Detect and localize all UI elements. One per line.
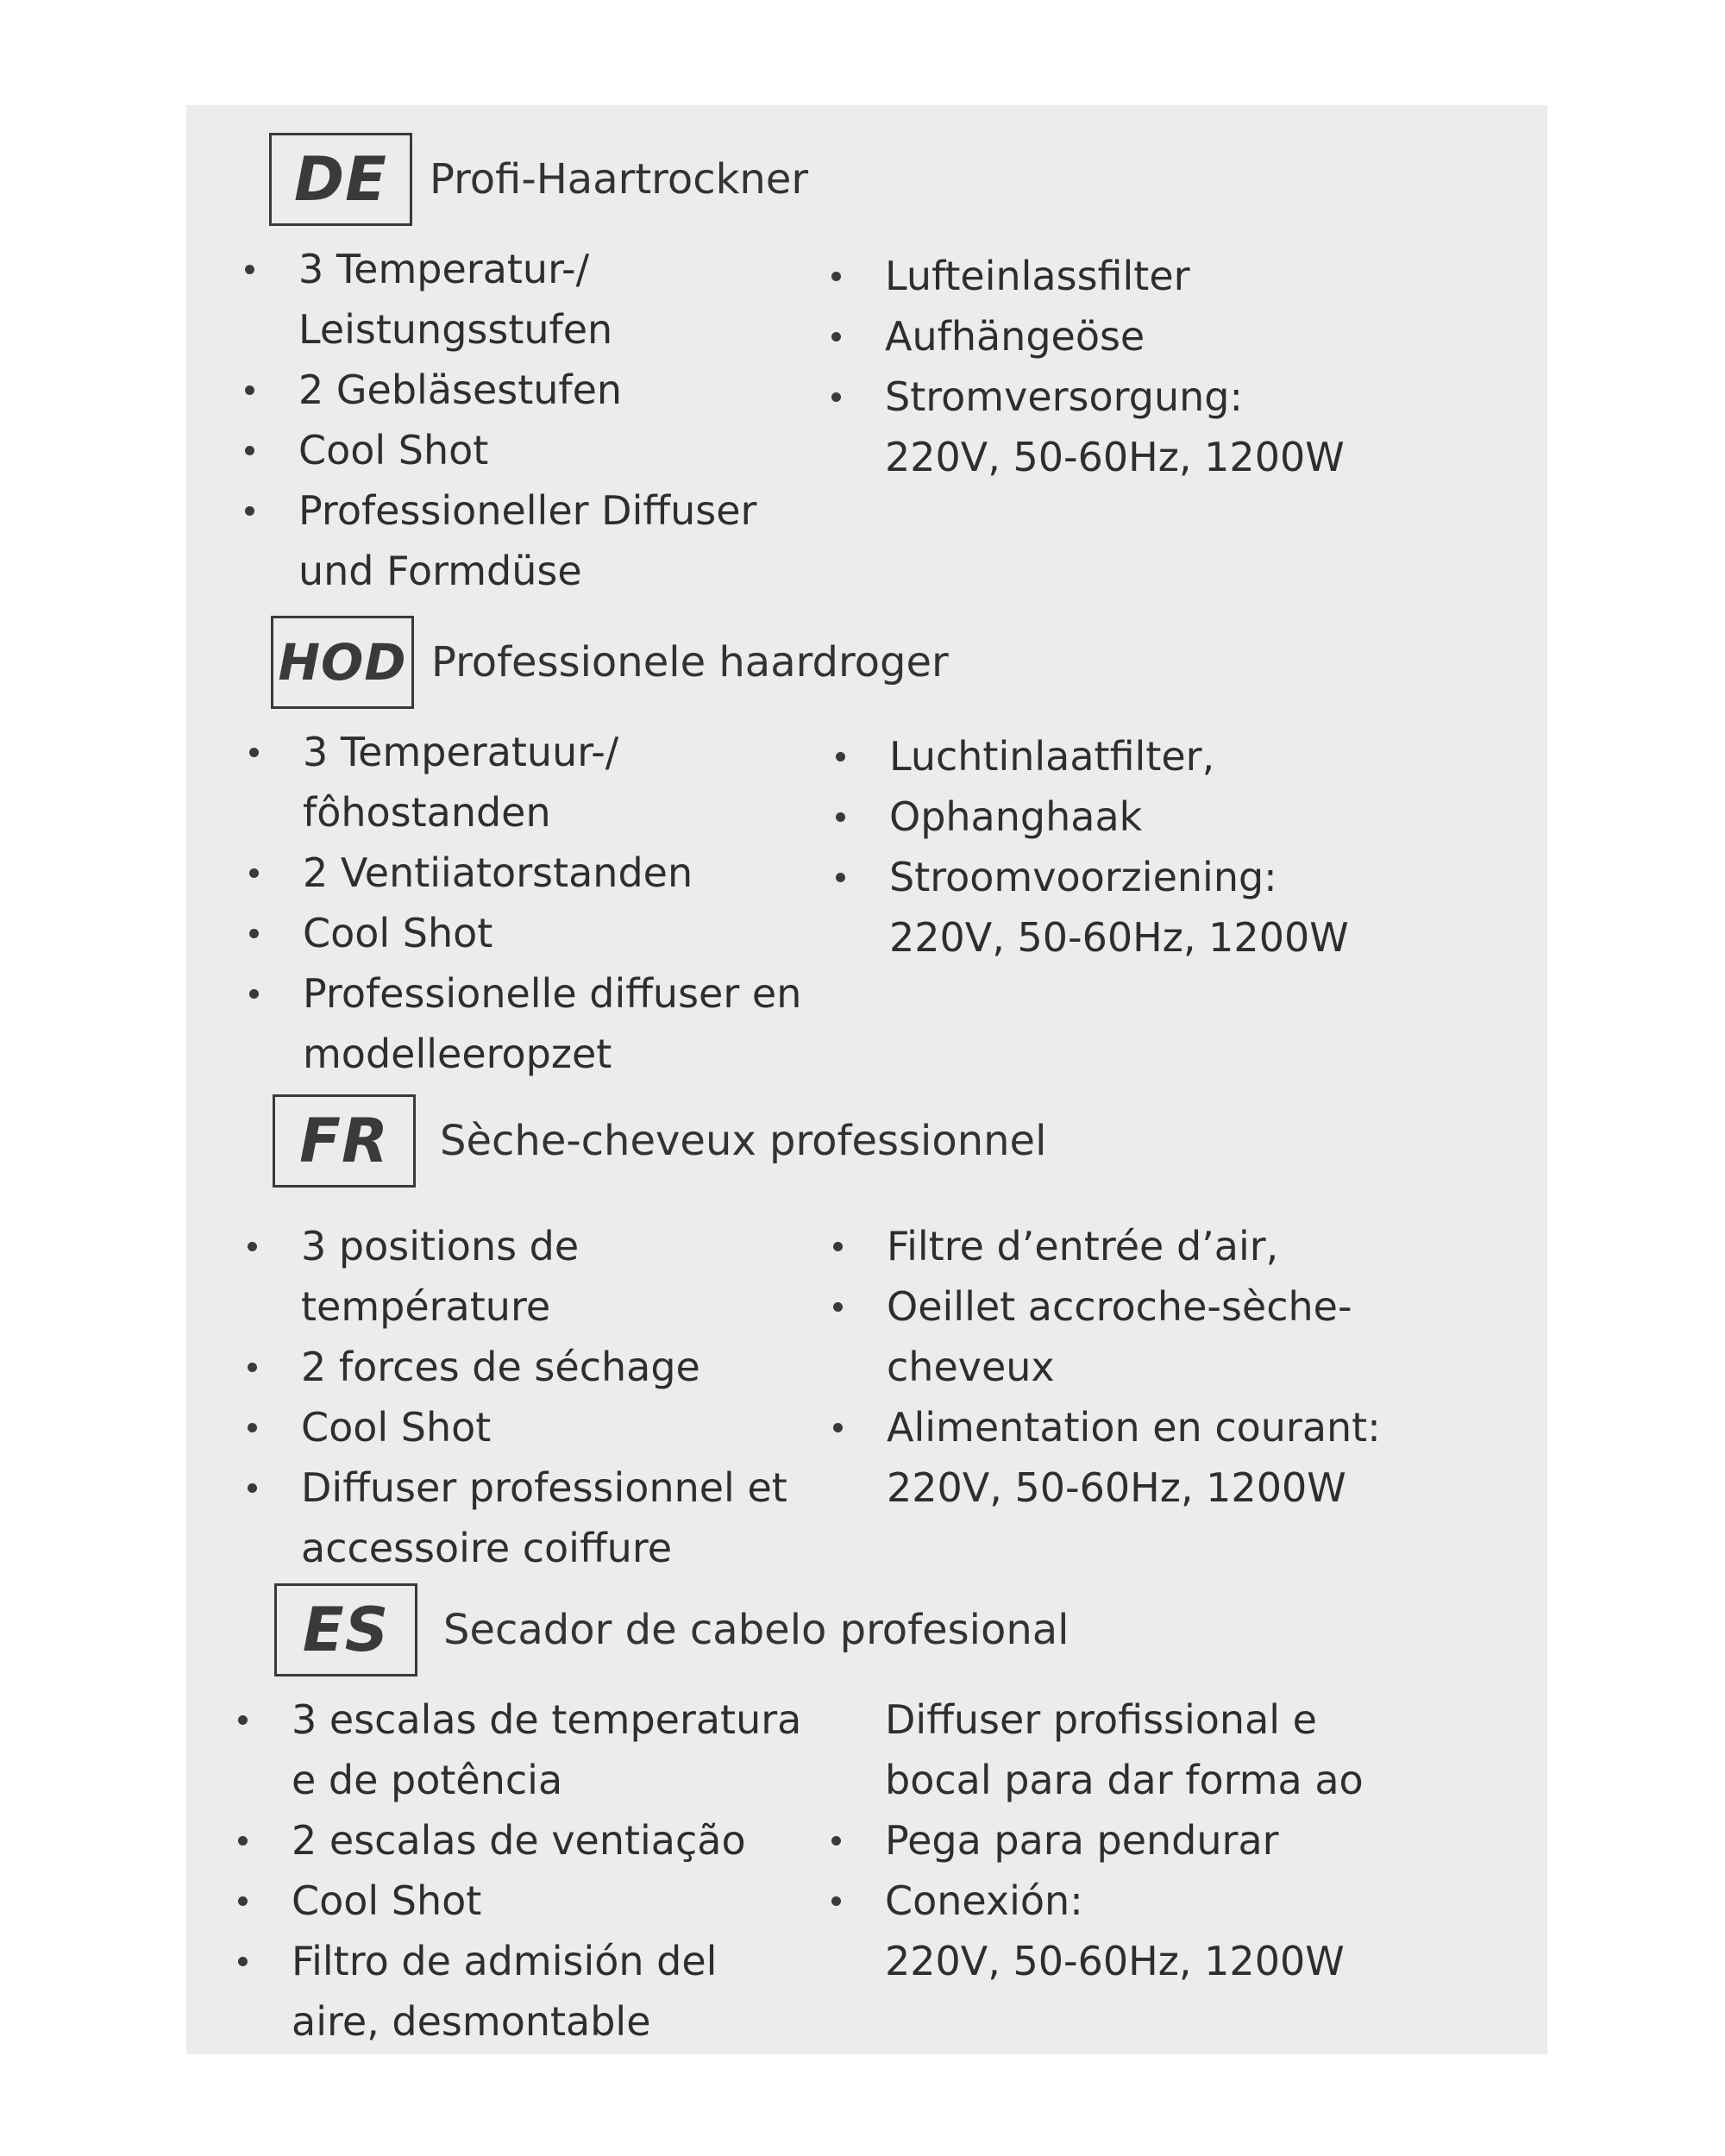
bullet-dot — [836, 873, 845, 882]
feature-text: 3 positions de — [301, 1223, 580, 1269]
feature-text: Cool Shot — [292, 1877, 482, 1924]
feature-text: Diffuser profissional e — [885, 1696, 1317, 1743]
feature-text: Alimentation en courant: — [887, 1404, 1381, 1451]
bullet-dot — [249, 868, 259, 878]
bullet-dot — [245, 506, 254, 516]
bullet-dot — [831, 332, 841, 342]
bullet-dot — [248, 1242, 257, 1251]
language-code-box: DE — [269, 133, 412, 226]
feature-text: Lufteinlassfilter — [885, 253, 1190, 299]
feature-text: fôhostanden — [303, 789, 551, 836]
feature-text: 3 Temperatur-/ — [298, 246, 590, 292]
feature-text: Cool Shot — [303, 910, 493, 956]
feature-text: cheveux — [887, 1344, 1055, 1390]
feature-text: Conexión: — [885, 1877, 1083, 1924]
section-title: Professionele haardroger — [431, 638, 949, 686]
feature-text: Aufhängeöse — [885, 313, 1145, 360]
feature-text: accessoire coiffure — [301, 1525, 673, 1571]
feature-text: Luchtinlaatfilter, — [889, 733, 1215, 780]
section-title: Secador de cabelo profesional — [443, 1606, 1070, 1654]
bullet-dot — [238, 1836, 248, 1846]
bullet-dot — [833, 1302, 843, 1312]
feature-text: Professionelle diffuser en — [303, 970, 802, 1017]
feature-text: 220V, 50-60Hz, 1200W — [889, 914, 1349, 961]
bullet-dot — [249, 989, 259, 999]
section-title: Sèche-cheveux professionnel — [440, 1117, 1047, 1165]
bullet-dot — [836, 752, 845, 761]
feature-text: 3 escalas de temperatura — [292, 1696, 802, 1743]
feature-text: 2 Gebläsestufen — [298, 367, 623, 413]
feature-text: Stroomvoorziening: — [889, 854, 1277, 900]
section-header — [273, 1093, 1046, 1189]
feature-text: Pega para pendurar — [885, 1817, 1279, 1864]
feature-text: e de potência — [292, 1757, 563, 1803]
feature-text: 2 forces de séchage — [301, 1344, 700, 1390]
feature-text: 2 escalas de ventiação — [292, 1817, 746, 1864]
feature-text: 2 Ventiiatorstanden — [303, 849, 693, 896]
bullet-dot — [245, 446, 254, 455]
section-header — [269, 131, 808, 228]
bullet-dot — [248, 1483, 257, 1493]
bullet-dot — [833, 1423, 843, 1432]
bullet-dot — [831, 272, 841, 281]
bullet-dot — [238, 1715, 248, 1725]
feature-text: Stromversorgung: — [885, 373, 1243, 420]
spec-sheet — [186, 105, 1547, 2054]
feature-text: température — [301, 1283, 551, 1330]
feature-text: Filtro de admisión del — [292, 1938, 718, 1984]
bullet-dot — [238, 1957, 248, 1966]
feature-text: Ophanghaak — [889, 793, 1143, 840]
language-code-box: HOD — [271, 616, 414, 709]
feature-text: Diffuser professionnel et — [301, 1464, 787, 1511]
feature-text: bocal para dar forma ao — [885, 1757, 1364, 1803]
bullet-dot — [248, 1423, 257, 1432]
feature-text: 220V, 50-60Hz, 1200W — [885, 434, 1345, 480]
feature-text: Cool Shot — [298, 427, 489, 473]
bullet-dot — [249, 929, 259, 938]
language-code-box: FR — [273, 1094, 416, 1188]
section-title: Profi-Haartrockner — [430, 155, 809, 204]
section-header — [274, 1582, 1069, 1678]
bullet-dot — [249, 748, 259, 757]
feature-text: modelleeropzet — [303, 1031, 612, 1077]
feature-text: 220V, 50-60Hz, 1200W — [885, 1938, 1345, 1984]
feature-text: Professioneller Diffuser — [298, 487, 757, 534]
bullet-dot — [238, 1896, 248, 1906]
bullet-dot — [836, 812, 845, 822]
feature-text: Leistungsstufen — [298, 306, 613, 353]
bullet-dot — [831, 1896, 841, 1906]
feature-text: aire, desmontable — [292, 1998, 651, 2045]
bullet-dot — [831, 392, 841, 402]
feature-text: 3 Temperatuur-/ — [303, 729, 619, 775]
feature-text: Oeillet accroche-sèche- — [887, 1283, 1352, 1330]
bullet-dot — [833, 1242, 843, 1251]
bullet-dot — [245, 265, 254, 274]
section-header — [271, 614, 949, 711]
feature-text: Filtre d’entrée d’air, — [887, 1223, 1279, 1269]
feature-text: 220V, 50-60Hz, 1200W — [887, 1464, 1346, 1511]
bullet-dot — [831, 1836, 841, 1846]
bullet-dot — [245, 385, 254, 395]
language-code-box: ES — [274, 1583, 417, 1677]
feature-text: Cool Shot — [301, 1404, 492, 1451]
feature-text: und Formdüse — [298, 548, 582, 594]
bullet-dot — [248, 1363, 257, 1372]
